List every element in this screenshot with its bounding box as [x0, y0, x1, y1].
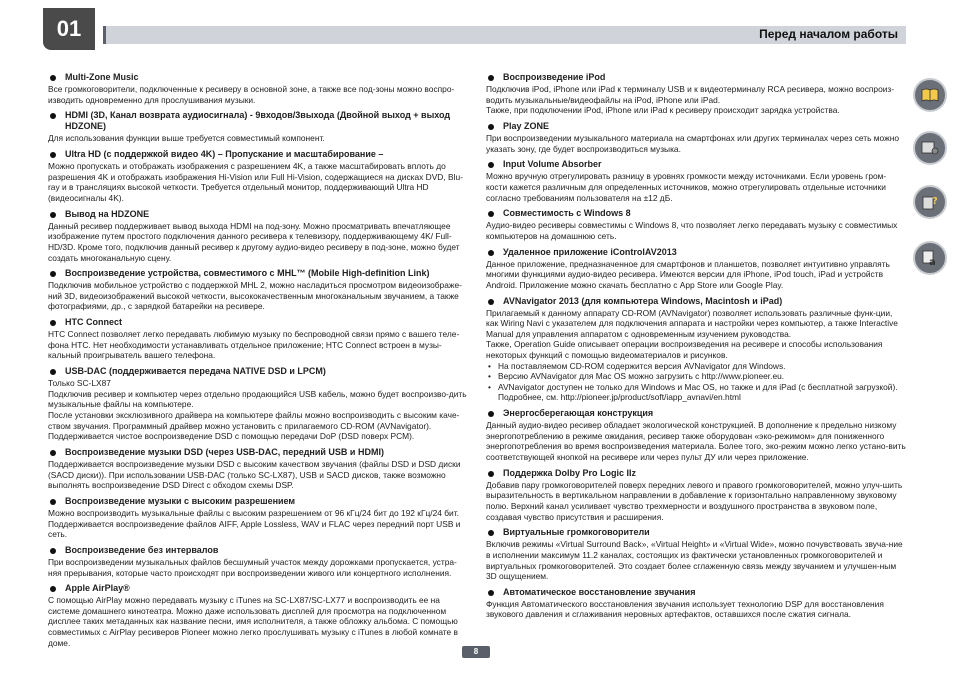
feature-section [486, 159, 906, 203]
feature-title: Автоматическое восстановление звучания [486, 587, 906, 598]
feature-title: Воспроизведение музыки с высоким разрешением [48, 496, 468, 507]
bullet-item: • Версию AVNavigator для Mac OS можно загрузить с http://www.pioneer.eu. [486, 371, 906, 382]
feature-description: Подключив мобильное устройство с поддержкой MHL 2, можно насладиться просмотром видеоизображе-ний 3D, видеоизображений высокой четкости, высококачественным многоканальным звучанием, а также фотографиями, др., с зарядкой батарейки на ресивере. [48, 280, 462, 312]
feature-section [486, 587, 906, 620]
feature-title: Multi-Zone Music [48, 72, 468, 83]
feature-title: Удаленное приложение iControlAV2013 [486, 247, 906, 258]
feature-title: Apple AirPlay® [48, 583, 468, 594]
feature-section [48, 366, 468, 442]
feature-title: Воспроизведение iPod [486, 72, 906, 83]
feature-title: HDMI (3D, Канал возврата аудиосигнала) - 9входов/3выхода (Двойной выход + выход HDZONE) [48, 110, 468, 132]
feature-description: Подключив iPod, iPhone или iPad к терминалу USB и к видеотерминалу RCA ресивера, можно воспроиз-водить музыкальные/видеофайлы на iPod, iPhone или iPad. Также, при подключении iPod, iPhone или iPad к ресиверу происходит зарядка устройства. [486, 84, 895, 116]
feature-description: Данный ресивер поддерживает вывод выхода HDMI на под-зону. Можно просматривать впечатляющее изображение путем простого подключения данного ресивера к телевизору, поддерживающему 4K/ Full-HD/3D. Кроме того, подключив данный ресивер к другому аудио-видео ресиверу в под-зоне, можно будет создать многоканальную сцену. [48, 220, 460, 263]
svg-text:a: a [929, 257, 936, 267]
book-icon[interactable] [913, 78, 947, 112]
feature-title: Поддержка Dolby Pro Logic IIz [486, 468, 906, 479]
settings-device-icon[interactable] [913, 131, 947, 165]
right-column [486, 72, 906, 625]
feature-section [48, 317, 468, 361]
feature-description: Аудио-видео ресиверы совместимы с Windows 8, что позволяет легко передавать музыку с совместимых компьютеров на домашнюю сеть. [486, 220, 898, 241]
feature-section [48, 110, 468, 144]
feature-description: HTC Connect позволяет легко передавать любимую музыку по беспроводной связи прямо с вашего теле-фона HTC. Нет необходимости устанавливать отдельное приложение; HTC Connect встроен в музы-кальный проигрыватель вашего телефона. [48, 329, 460, 361]
feature-description: Прилагаемый к данному аппарату CD-ROM (AVNavigator) позволяет использовать различные функ-ции, как Wiring Navi с указателем для подключения аппарата и настройки через компьютер, а также Interactive Manual для управления аппаратом с одновременным изучением руководства. Также, Operation Guide описывает операции воспроизведения на ресивере и способы использования некоторых функций с помощью видеоматериалов и рисунков. [486, 307, 898, 361]
bullet-item: • AVNavigator доступен не только для Windows и Mac OS, но также и для iPad (с бесплатной загрузкой). Подробнее, см. http://pioneer.jp/product/soft/iapp_avnavi/en.html [486, 382, 906, 403]
feature-title: Вывод на HDZONE [48, 209, 468, 220]
feature-section [48, 545, 468, 578]
language-icon[interactable] [913, 241, 947, 275]
feature-title: Энергосберегающая конструкция [486, 408, 906, 419]
left-column [48, 72, 468, 653]
feature-title: Input Volume Absorber [486, 159, 906, 170]
feature-description: Добавив пару громкоговорителей поверх передних левого и правого громкоговорителей, можно улуч-шить выразительность в вертикальном направлении в добавление к горизонтально направленному звуковому полю. Верхний канал усиливает чувство трехмерности и воздушного пространства в звуковом поле, создавая чувство присутствия и расширения. [486, 479, 903, 522]
feature-section [486, 208, 906, 241]
feature-description: Можно воспроизводить музыкальные файлы с высоким разрешением от 96 кГц/24 бит до 192 кГц/24 бит. Поддерживается воспроизведение файлов AIFF, Apple Lossless, WAV и FLAC через передний порт USB и сеть. [48, 507, 461, 540]
feature-title: Play ZONE [486, 121, 906, 132]
feature-description: Поддерживается воспроизведение музыки DSD с высоким качеством звучания (файлы DSD и DSD диски (SACD диски)). При использовании USB-DAC (только SC-LX87), USB и SACD дисков, также возможно выполнять воспроизведение DSD Direct с обходом схемы DSP. [48, 458, 461, 491]
feature-section [486, 468, 906, 522]
feature-description: Все громкоговорители, подключенные к ресиверу в основной зоне, а также все под-зоны можно воспро-изводить одновременно для прослушивания музыки. [48, 84, 455, 105]
feature-section [48, 72, 468, 105]
feature-description: Данный аудио-видео ресивер обладает экологической конструкцией. В дополнение к предельно низкому энергопотреблению в режиме ожидания, ресивер также оборудован «эко-режимом» для пониженного энергопотребления во время воспроизведения материала. Более того, эко-режим можно легко устано-вить соответствующей кнопкой на ресивере или через пульт ДУ или через приложение. [486, 420, 906, 462]
feature-description: С помощью AirPlay можно передавать музыку с iTunes на SC-LX87/SC-LX77 и воспроизводить ее на системе домашнего кинотеатра. Можно даже использовать дисплей для просмотра на подключенном дисплее таких метаданных как название песни, имя исполнителя, а также обложку альбома. С помощью совместимых с AirPlay ресиверов Pioneer можно легко прослушивать музыку с iTunes в любой комнате в доме. [48, 595, 458, 648]
chapter-number: 01 [43, 8, 95, 50]
feature-section [486, 247, 906, 291]
svg-text:?: ? [932, 196, 938, 207]
feature-description: Только SC-LX87 Подключив ресивер и компьютер через отдельно продающийся USB кабель, можно будет воспроизво-дить музыкальные файлы на компьютере. После установки эксклюзивного драйвера на компьютере файлы можно воспроизводить с высоким каче-ством звучания. Программный драйвер можно установить с прилагаемого CD-ROM (AVNavigator). Поддерживается чистое воспроизведение DSD с помощью передачи DoP (DSD поверх PCM). [48, 378, 467, 442]
feature-section [48, 496, 468, 540]
feature-section [486, 527, 906, 581]
page-header [103, 26, 906, 44]
feature-description: Для использования функции выше требуется совместимый компонент. [48, 133, 325, 144]
feature-title: Воспроизведение без интервалов [48, 545, 468, 556]
question-icon[interactable] [913, 185, 947, 219]
feature-section [486, 121, 906, 154]
feature-description: Функция Автоматического восстановления звучания использует технологию DSP для восстановления звукового давления и сглаживания неровных артефактов, оставшихся после сжатия сигнала. [486, 598, 884, 620]
feature-section [486, 296, 906, 403]
feature-title: Воспроизведение устройства, совместимого с MHL™ (Mobile High-definition Link) [48, 268, 468, 279]
feature-title: Совместимость с Windows 8 [486, 208, 906, 219]
feature-description: При воспроизведении музыкального материала на смартфонах или других терминалах через сеть можно указать зону, где будет воспроизводиться музыка. [486, 132, 899, 154]
feature-section [48, 209, 468, 263]
feature-title: Воспроизведение музыки DSD (через USB-DAC, передний USB и HDMI) [48, 447, 468, 458]
bullet-item: • На поставляемом CD-ROM содержится версия AVNavigator для Windows. [486, 361, 906, 372]
feature-description: Включив режимы «Virtual Surround Back», «Virtual Height» и «Virtual Wide», можно почувствовать звуча-ние в исполнении максимум 11.2 каналах, состоящих из фактически установленных громкоговорителей и виртуальных громкоговорителей. Это создает более сглаженную связь между звучанием и улучшен-ным 3D ощущением. [486, 539, 903, 582]
feature-description: Данное приложение, предназначенное для смартфонов и планшетов, позволяет интуитивно управлять многими функциями аудио-видео ресивера. Имеются версии для iPhone, iPod touch, iPad и устройств Android. Приложение можно скачать бесплатно с App Store или Google Play. [486, 258, 890, 290]
feature-section [48, 149, 468, 203]
feature-section [48, 583, 468, 648]
feature-section [486, 72, 906, 116]
feature-title: Ultra HD (с поддержкой видео 4K) – Пропускание и масштабирование – [48, 149, 468, 160]
feature-title: AVNavigator 2013 (для компьютера Windows, Macintosh и iPad) [486, 296, 906, 307]
feature-description: При воспроизведении музыкальных файлов бесшумный участок между дорожками пропускается, устра-няя прерывания, которые часто происходят при воспроизведении живого или концертного исполнения. [48, 556, 457, 578]
feature-section [48, 268, 468, 312]
page-title: Перед началом работы [759, 27, 898, 41]
feature-section [48, 447, 468, 491]
feature-description: Можно вручную отрегулировать разницу в уровнях громкости между источниками. Если уровень гром-кости кажется различным для определенных источников, можно отрегулировать отдельные источники согласно требованиям пользователя на ±12 дБ. [486, 171, 887, 203]
feature-title: USB-DAC (поддерживается передача NATIVE DSD и LPCM) [48, 366, 468, 377]
feature-title: Виртуальные громкоговорители [486, 527, 906, 538]
feature-title: HTC Connect [48, 317, 468, 328]
page-number: 8 [462, 646, 490, 658]
feature-section [486, 408, 906, 462]
feature-description: Можно пропускать и отображать изображения с разрешением 4K, а также масштабировать вплоть до разрешения 4K и отображать изображения Hi-Vision или Full Hi-Vision, содержащиеся на дисках DVD, Blu-ray и в трансляциях высокой четкости. Требуется отдельный монитор, поддерживающий Ultra HD (видеосигналы 4K). [48, 161, 463, 203]
